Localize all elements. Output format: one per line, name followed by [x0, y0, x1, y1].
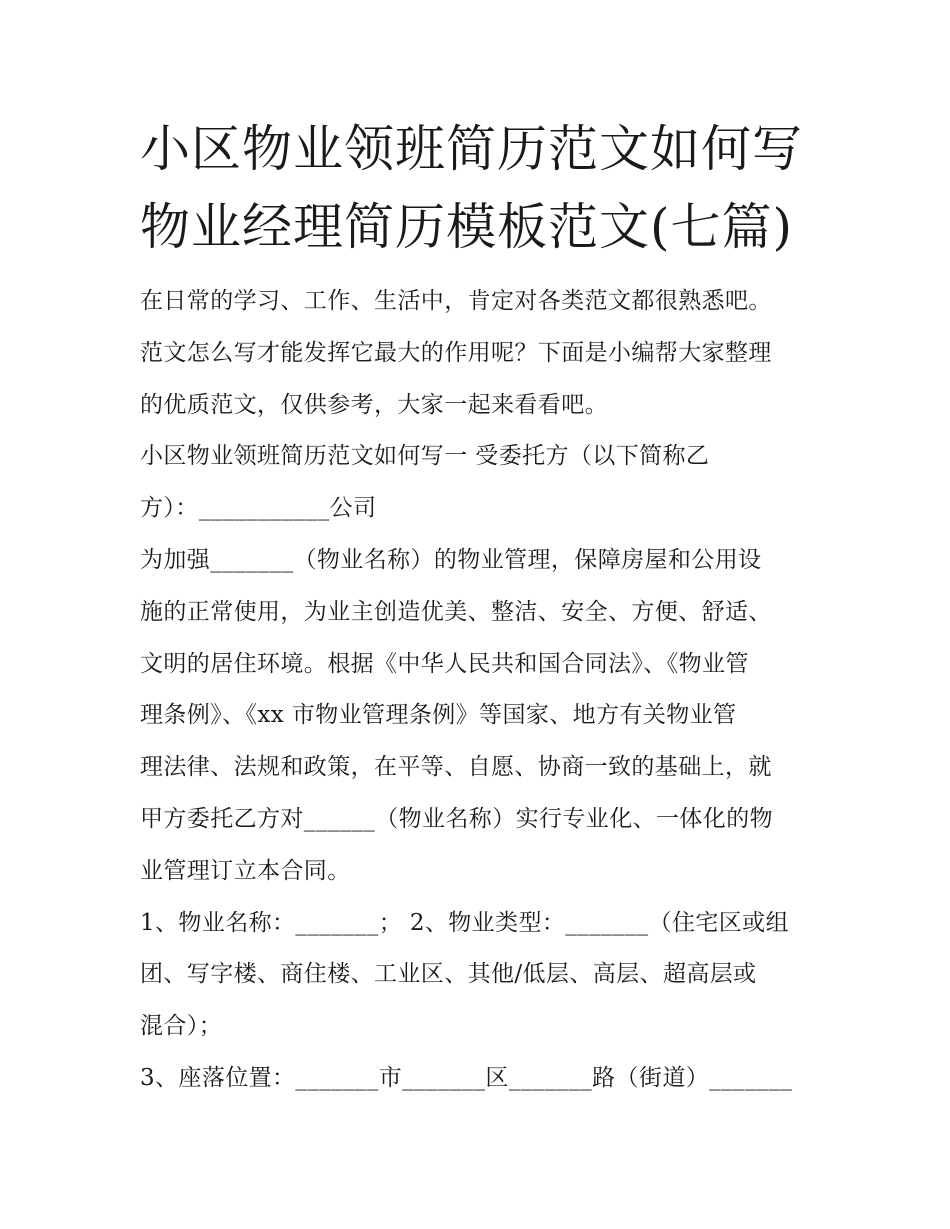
document-body: [140, 276, 830, 1105]
body-line: 理条例》、《xx 市物业管理条例》等国家、地方有关物业管: [140, 702, 737, 729]
body-line: 施的正常使用，为业主创造优美、整洁、安全、方便、舒适、: [140, 598, 772, 625]
body-line: 甲方委托乙方对______（物业名称）实行专业化、一体化的物: [140, 805, 773, 832]
body-line: 1、物业名称：_______； 2、物业类型：_______（住宅区或组: [140, 909, 789, 936]
body-line: 为加强_______（物业名称）的物业管理，保障房屋和公用设: [140, 546, 762, 573]
body-line: 业管理订立本合同。: [140, 857, 351, 884]
body-line: 范文怎么写才能发挥它最大的作用呢？下面是小编帮大家整理: [140, 339, 772, 366]
body-line: 3、座落位置：_______市_______区_______路（街道）_______: [140, 1064, 793, 1091]
title-line-1: 小区物业领班简历范文如何写: [140, 120, 803, 178]
document-title: [140, 110, 840, 266]
body-line: 方）：___________公司: [140, 495, 377, 522]
body-line: 团、写字楼、商住楼、工业区、其他/低层、高层、超高层或: [140, 961, 757, 988]
body-line: 理法律、法规和政策，在平等、自愿、协商一致的基础上，就: [140, 754, 772, 781]
body-line: 混合）；: [140, 1013, 223, 1040]
body-line: 在日常的学习、工作、生活中，肯定对各类范文都很熟悉吧。: [140, 288, 772, 314]
body-line: 小区物业领班简历范文如何写一 受委托方（以下简称乙: [140, 443, 710, 470]
title-line-2: 物业经理简历模板范文(七篇): [140, 198, 794, 256]
body-line: 文明的居住环境。根据《中华人民共和国合同法》、《物业管: [140, 650, 749, 677]
body-line: 的优质范文，仅供参考，大家一起来看看吧。: [140, 391, 608, 418]
